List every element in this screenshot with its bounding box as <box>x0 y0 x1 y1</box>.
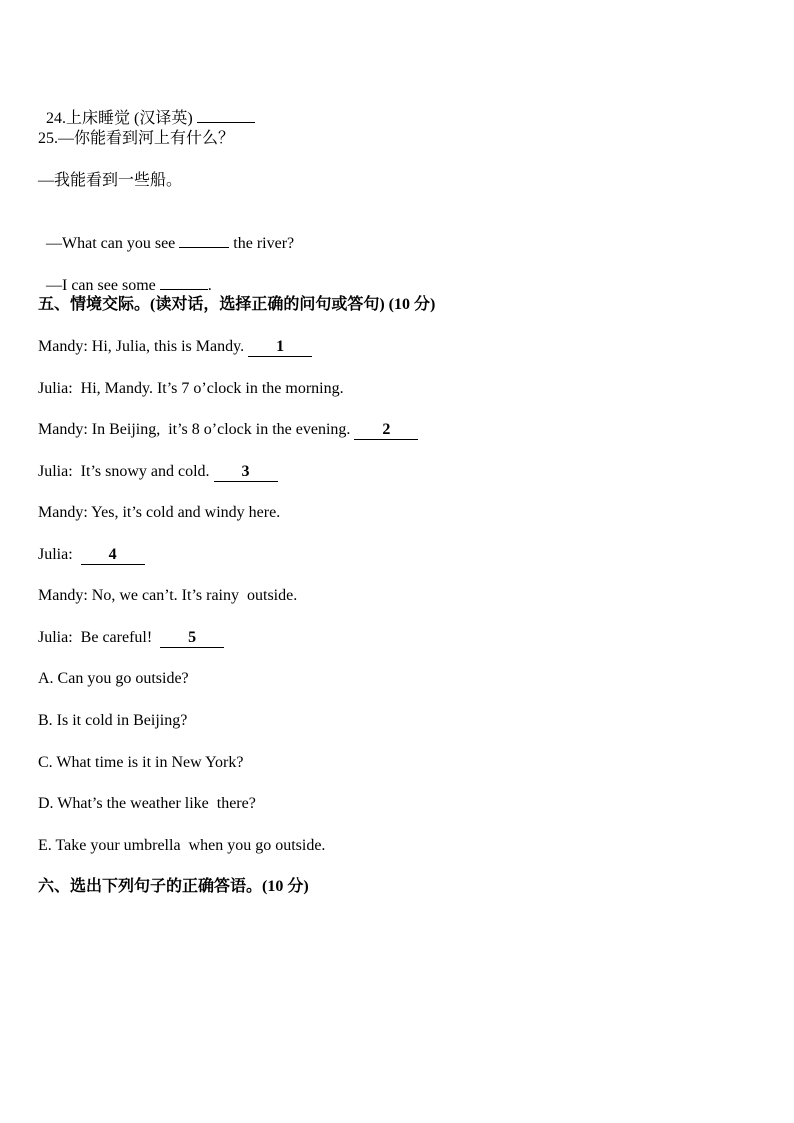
text-segment: the river? <box>229 235 295 252</box>
section-5-heading: 五、情境交际。(读对话，选择正确的问句或答句) (10 分) <box>38 296 436 313</box>
dialogue-text: Mandy: Yes, it’s cold and windy here. <box>38 504 281 521</box>
dialogue-text: Mandy: In Beijing, it’s 8 o’clock in the evening. <box>38 421 355 438</box>
dialogue-line <box>38 420 418 440</box>
dialogue-line <box>38 503 280 523</box>
dialogue-line <box>38 462 278 482</box>
numbered-answer-blank[interactable]: 4 <box>81 546 145 565</box>
dialogue-text: Julia: Hi, Mandy. It’s 7 o’clock in the morning. <box>38 380 344 397</box>
question-25-chinese-question: 25.—你能看到河上有什么？ <box>38 130 235 147</box>
option-item: B. Is it cold in Beijing? <box>38 712 188 729</box>
dialogue-line <box>38 545 145 565</box>
numbered-answer-blank[interactable]: 3 <box>214 463 278 482</box>
dialogue-line <box>38 628 224 648</box>
text-segment: . <box>207 277 212 294</box>
question-24-text: 24.上床睡觉 (汉译英) <box>46 110 197 127</box>
dialogue-text: Julia: Be careful! <box>38 629 161 646</box>
question-24 <box>38 87 255 129</box>
option-item: A. Can you go outside? <box>38 670 189 687</box>
section-6-heading: 六、选出下列句子的正确答语。(10 分) <box>38 878 309 895</box>
answer-blank[interactable] <box>197 107 255 123</box>
numbered-answer-blank[interactable]: 5 <box>160 629 224 648</box>
dialogue-line <box>38 379 344 399</box>
answer-blank[interactable] <box>160 274 208 290</box>
option-item: D. What’s the weather like there? <box>38 795 256 812</box>
dialogue-text: Julia: <box>38 546 81 563</box>
answer-blank[interactable] <box>179 232 229 248</box>
question-25-english-answer <box>38 254 212 296</box>
question-25-chinese-answer: —我能看到一些船。 <box>38 172 183 189</box>
question-25-english-question <box>38 212 294 254</box>
dialogue-text: Julia: It’s snowy and cold. <box>38 463 214 480</box>
dialogue-line <box>38 586 297 606</box>
dialogue-text: Mandy: Hi, Julia, this is Mandy. <box>38 338 249 355</box>
numbered-answer-blank[interactable]: 1 <box>248 338 312 357</box>
option-item: E. Take your umbrella when you go outside. <box>38 837 326 854</box>
dialogue-line <box>38 337 312 357</box>
numbered-answer-blank[interactable]: 2 <box>354 421 418 440</box>
option-item: C. What time is it in New York? <box>38 754 244 771</box>
text-segment: —I can see some <box>46 277 160 294</box>
dialogue-text: Mandy: No, we can’t. It’s rainy outside. <box>38 587 298 604</box>
text-segment: —What can you see <box>46 235 180 252</box>
